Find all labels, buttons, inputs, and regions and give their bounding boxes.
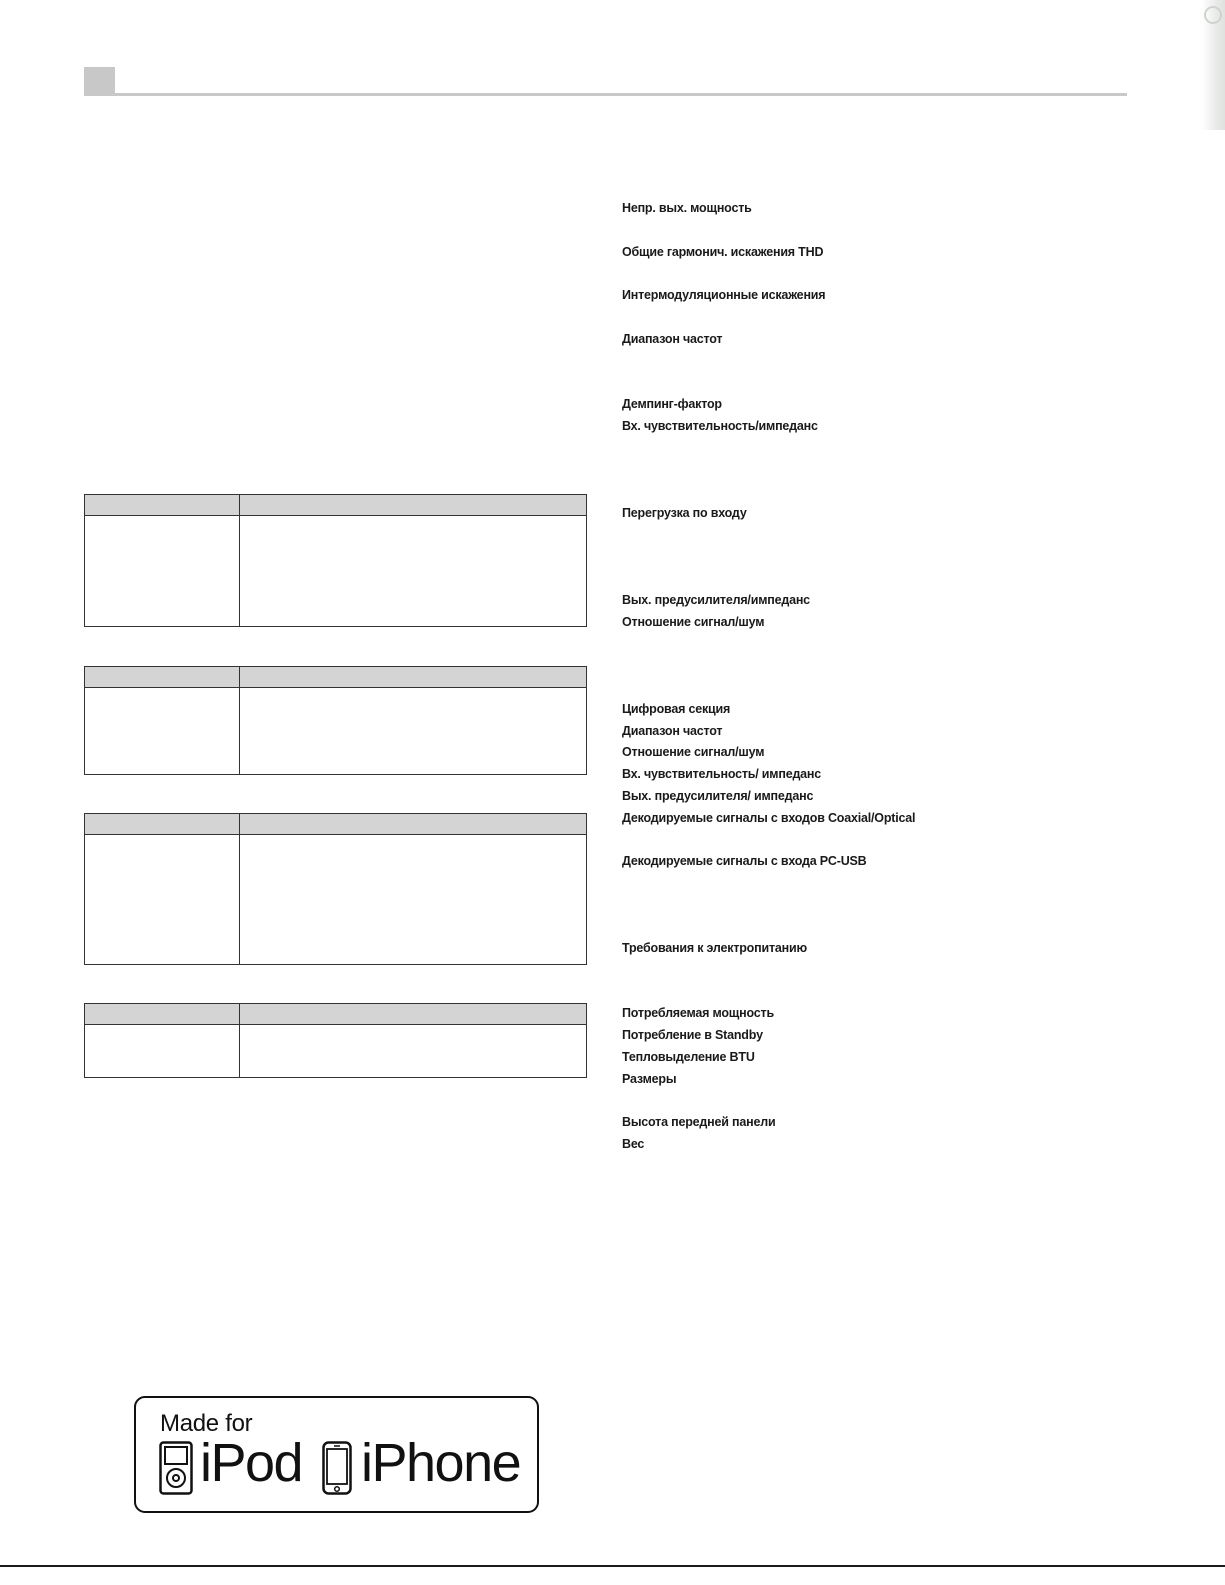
table-row (85, 516, 586, 626)
spec-table (84, 494, 587, 627)
badge-made-for-text: Made for (160, 1410, 253, 1437)
spec-label: Демпинг-фактор (622, 397, 722, 411)
spec-table (84, 1003, 587, 1078)
spec-label: Отношение сигнал/шум (622, 745, 765, 759)
table-cell (85, 516, 240, 626)
table-cell (240, 1025, 586, 1077)
table-header (85, 1004, 586, 1025)
spec-label: Диапазон частот (622, 724, 723, 738)
spec-label: Вх. чувствительность/импеданс (622, 419, 818, 433)
spec-label: Декодируемые сигналы с входа PC-USB (622, 854, 867, 868)
header-marker (84, 67, 115, 96)
table-header-cell (240, 814, 586, 834)
table-row (85, 688, 586, 774)
spec-label: Цифровая секция (622, 702, 731, 716)
spec-label: Перегрузка по входу (622, 506, 747, 520)
spec-label: Вес (622, 1137, 645, 1151)
spec-label: Диапазон частот (622, 332, 723, 346)
table-header (85, 667, 586, 688)
table-cell (85, 1025, 240, 1077)
spec-label: Вых. предусилителя/ импеданс (622, 789, 814, 803)
spec-label: Интермодуляционные искажения (622, 288, 826, 302)
spec-label: Декодируемые сигналы с входов Coaxial/Optical (622, 811, 916, 825)
table-cell (240, 516, 586, 626)
table-header (85, 814, 586, 835)
spec-table (84, 666, 587, 775)
badge-ipod-wordmark: iPod (200, 1433, 303, 1493)
table-cell (85, 835, 240, 964)
spec-label: Тепловыделение BTU (622, 1050, 755, 1064)
table-row (85, 1025, 586, 1077)
spec-label: Требования к электропитанию (622, 941, 807, 955)
badge-iphone-wordmark: iPhone (361, 1433, 521, 1493)
table-header-cell (240, 495, 586, 515)
spec-label: Потребляемая мощность (622, 1006, 774, 1020)
spec-label: Отношение сигнал/шум (622, 615, 765, 629)
header-rule (115, 93, 1127, 96)
spec-label: Вых. предусилителя/импеданс (622, 593, 810, 607)
table-header-cell (85, 1004, 240, 1024)
spec-label: Вх. чувствительность/ импеданс (622, 767, 822, 781)
ipod-icon (159, 1441, 193, 1500)
table-cell (85, 688, 240, 774)
table-row (85, 835, 586, 964)
table-header-cell (240, 1004, 586, 1024)
made-for-ipod-iphone-badge (134, 1396, 539, 1513)
table-header-cell (85, 814, 240, 834)
spec-label: Общие гармонич. искажения THD (622, 245, 824, 259)
spec-label: Потребление в Standby (622, 1028, 763, 1042)
table-cell (240, 835, 586, 964)
iphone-icon (322, 1441, 352, 1500)
spec-label: Высота передней панели (622, 1115, 776, 1129)
table-header-cell (85, 495, 240, 515)
table-header-cell (240, 667, 586, 687)
table-cell (240, 688, 586, 774)
table-header (85, 495, 586, 516)
spec-label: Размеры (622, 1072, 677, 1086)
table-header-cell (85, 667, 240, 687)
spec-table (84, 813, 587, 965)
page-corner-tab (1202, 0, 1225, 130)
spec-label: Непр. вых. мощность (622, 201, 752, 215)
footer-rule (0, 1565, 1225, 1567)
